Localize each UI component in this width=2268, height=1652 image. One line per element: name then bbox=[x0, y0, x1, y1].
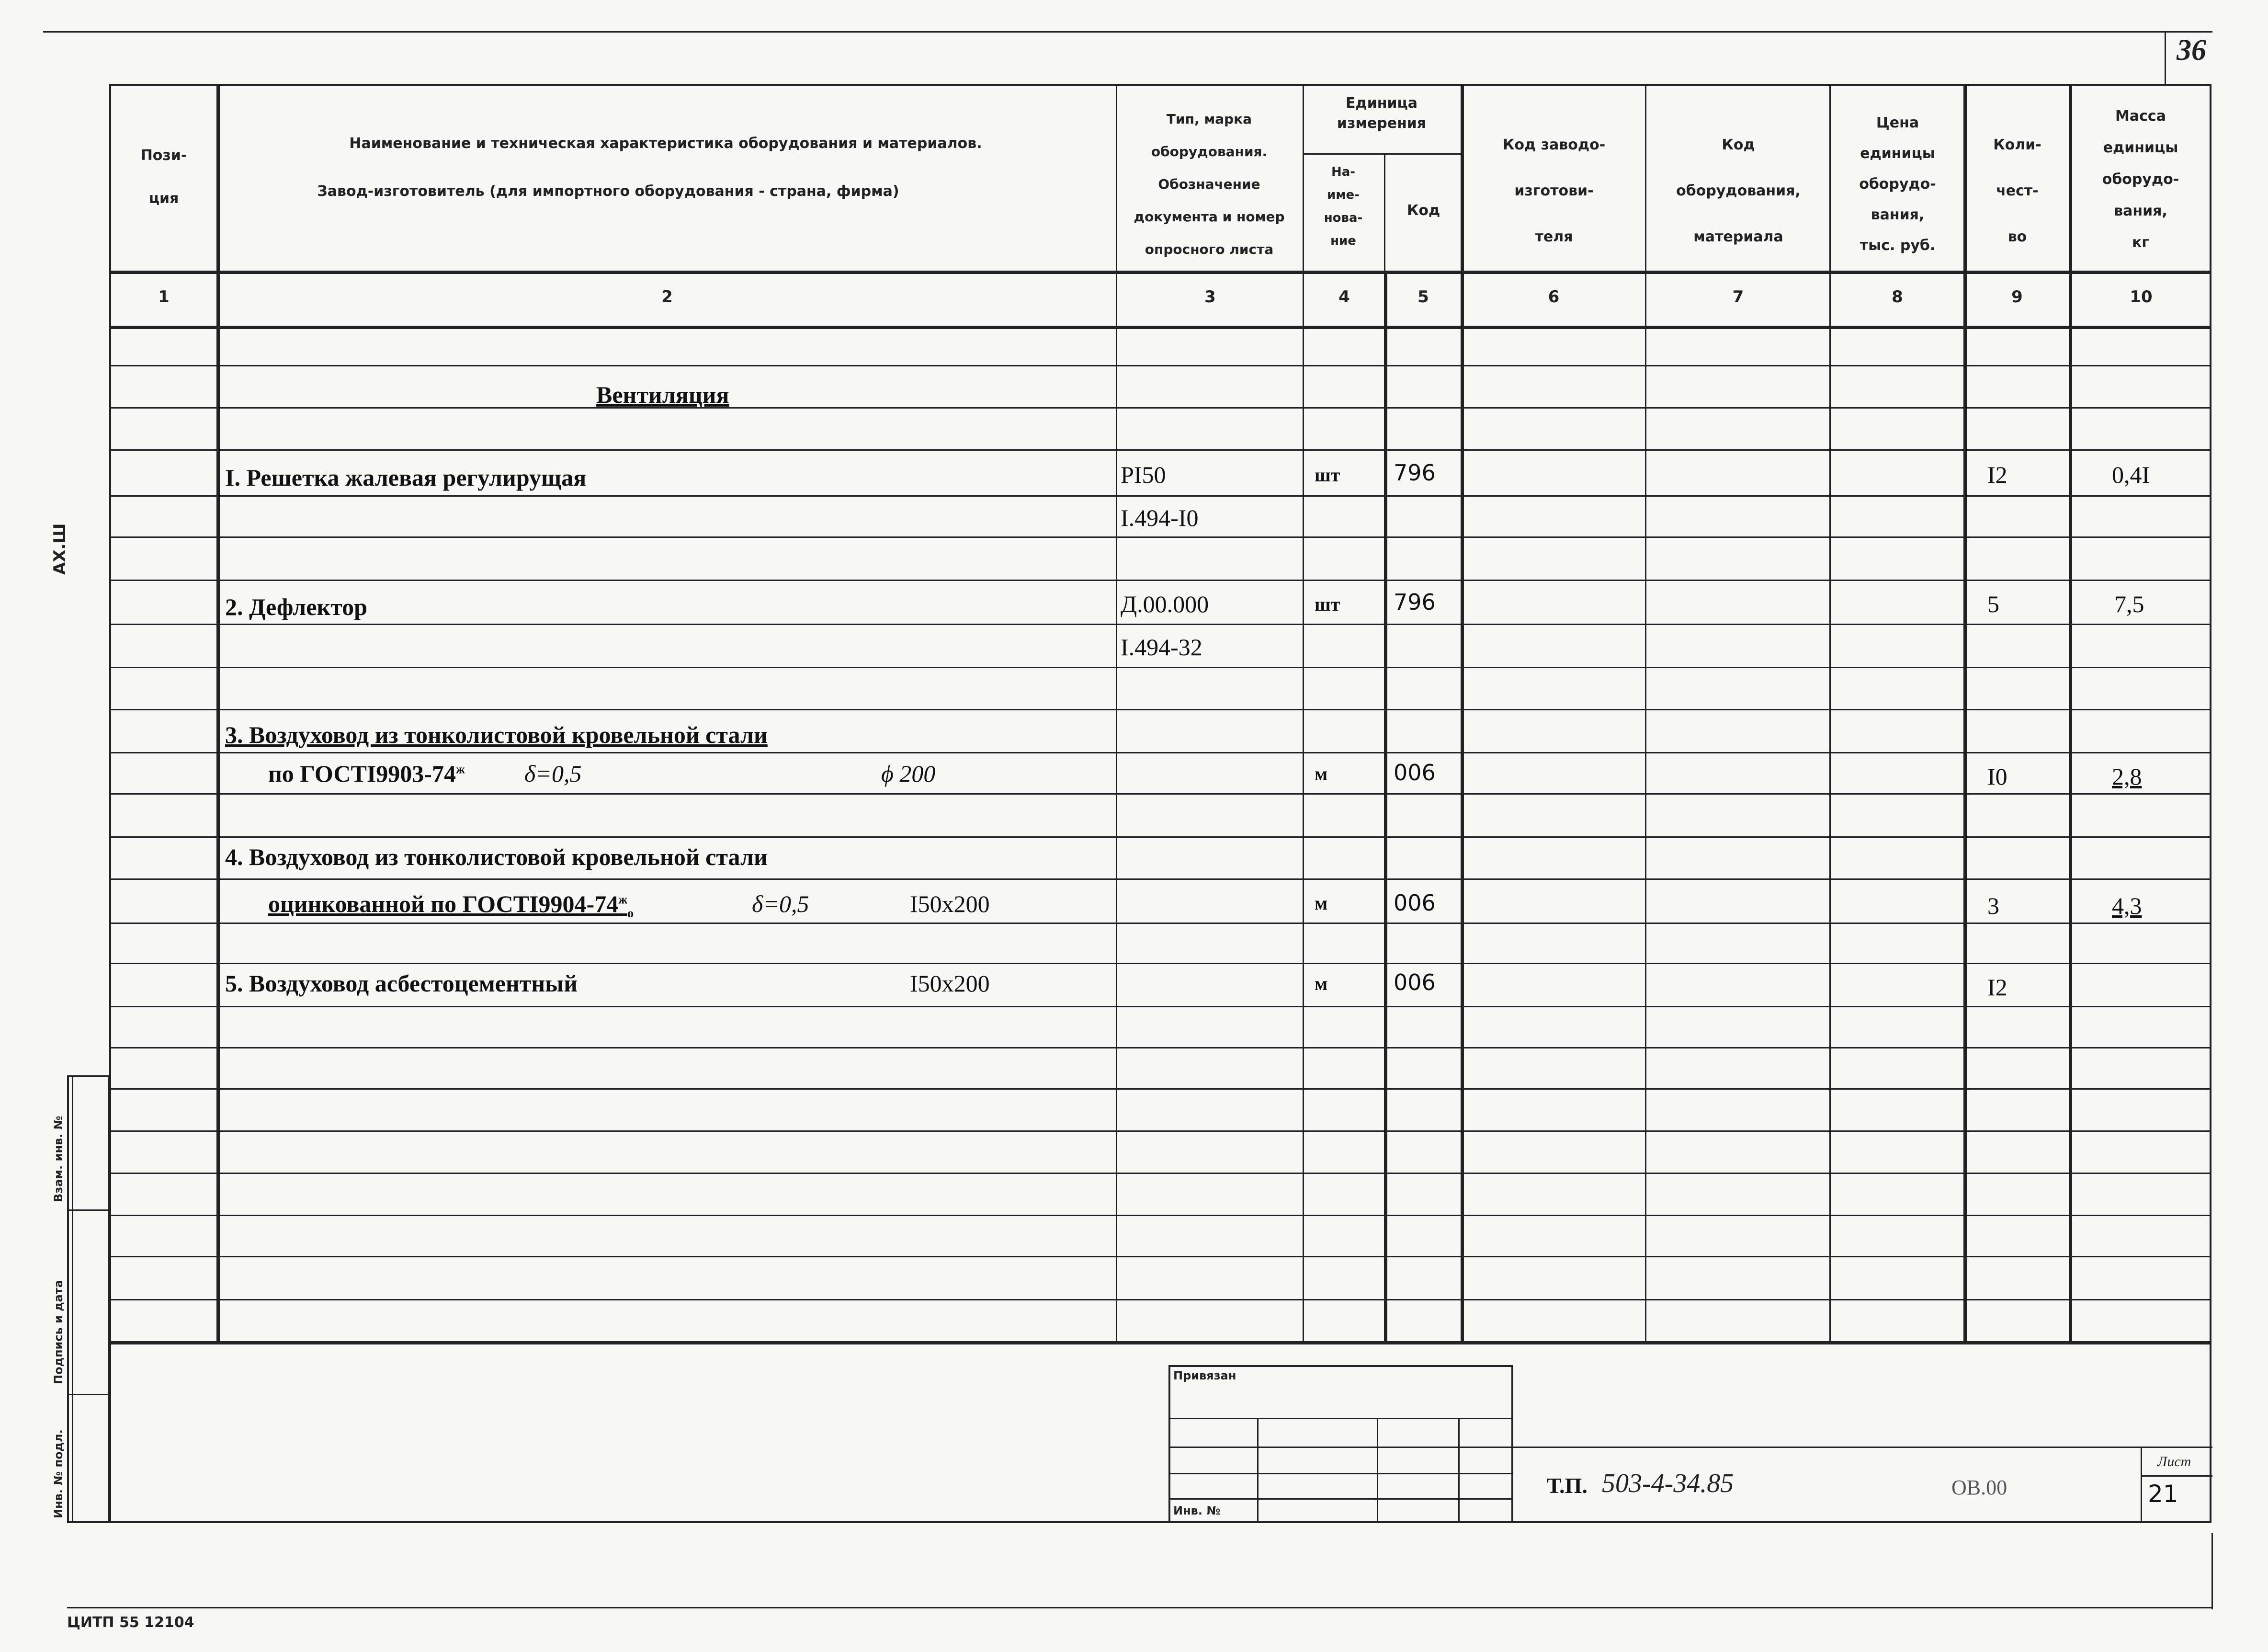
column-number: 10 bbox=[2130, 287, 2153, 307]
column-number: 7 bbox=[1732, 287, 1744, 307]
item-4-unit: м bbox=[1315, 892, 1328, 914]
item-3-name: 3. Воздуховод из тонколистовой кровельной стали bbox=[225, 721, 768, 748]
item-3-unit: м bbox=[1315, 763, 1328, 785]
column-number: 1 bbox=[158, 287, 170, 307]
column-number: 2 bbox=[661, 287, 673, 307]
item-2-mass: 7,5 bbox=[2114, 591, 2144, 617]
title-block bbox=[109, 1341, 2211, 1523]
item-3-code: 006 bbox=[1394, 760, 1436, 786]
column-number: 6 bbox=[1548, 287, 1560, 307]
sheet-number: 21 bbox=[2148, 1480, 2178, 1508]
section-code: ОВ.00 bbox=[1951, 1476, 2007, 1499]
item-4-qty: 3 bbox=[1987, 892, 1999, 919]
item-5-qty: I2 bbox=[1987, 974, 2007, 1001]
item-4-size: I50x200 bbox=[910, 890, 990, 917]
print-code: ЦИТП 55 12104 bbox=[67, 1614, 194, 1631]
item-3-diameter: ϕ 200 bbox=[881, 760, 936, 787]
side-mark: АХ.Ш bbox=[50, 523, 69, 575]
page-number: 36 bbox=[2177, 34, 2206, 67]
header-name-line2: Завод-изготовитель (для импортного оборудования - страна, фирма) bbox=[317, 183, 899, 200]
header-type: Тип, марка оборудования. Обозначение документа и номер опросного листа bbox=[1134, 111, 1285, 257]
header-mass: Масса единицы оборудо- вания, кг bbox=[2102, 108, 2179, 251]
item-3-name-line2: по $ГОСТI9903-74^ж$ bbox=[268, 760, 465, 787]
designation-prefix: Т.П. bbox=[1547, 1473, 1588, 1498]
item-4-mass: 4,3 bbox=[2112, 892, 2142, 919]
project-designation: 503-4-34.85 bbox=[1602, 1469, 1734, 1498]
item-3-thickness: δ=0,5 bbox=[524, 760, 582, 787]
item-5-size: I50x200 bbox=[910, 970, 990, 997]
header-equipment-code: Код оборудования, материала bbox=[1676, 137, 1801, 245]
item-3-qty: I0 bbox=[1987, 763, 2007, 790]
sheet-label: Лист bbox=[2157, 1454, 2191, 1470]
item-1-type: РI50 bbox=[1121, 461, 1166, 488]
column-number: 9 bbox=[2011, 287, 2023, 307]
item-4-name: 4. Воздуховод из тонколистовой кровельной стали bbox=[225, 843, 768, 870]
side-stamp-signature-date: Подпись и дата bbox=[52, 1280, 65, 1384]
item-5-name: 5. Воздуховод асбестоцементный bbox=[225, 970, 578, 997]
header-factory-code: Код заводо- изготови- теля bbox=[1502, 137, 1606, 245]
item-5-code: 006 bbox=[1394, 969, 1436, 995]
item-1-doc: I.494-I0 bbox=[1121, 504, 1199, 531]
header-quantity: Коли- чест- во bbox=[1993, 137, 2041, 245]
header-unit-code: Код bbox=[1406, 202, 1440, 219]
item-5-unit: м bbox=[1315, 973, 1328, 994]
item-4-thickness: δ=0,5 bbox=[752, 890, 809, 917]
column-number: 8 bbox=[1892, 287, 1903, 307]
header-position: Пози- ция bbox=[140, 147, 187, 207]
header-unit-name: На- име- нова- ние bbox=[1324, 165, 1363, 248]
inventory-number-label: Инв. № bbox=[1173, 1504, 1221, 1517]
item-2-unit: шт bbox=[1315, 593, 1340, 615]
section-title: Вентиляция bbox=[596, 381, 729, 408]
item-2-qty: 5 bbox=[1987, 591, 1999, 617]
item-1-name: I. Решетка жалевая регулирущая bbox=[225, 464, 587, 491]
side-stamp-replace-inv: Взам. инв. № bbox=[52, 1116, 65, 1202]
item-2-type: Д.00.000 bbox=[1121, 591, 1209, 617]
item-3-mass: 2,8 bbox=[2112, 763, 2142, 790]
item-1-code: 796 bbox=[1394, 460, 1436, 486]
item-2-name: 2. Дефлектор bbox=[225, 593, 367, 620]
item-2-doc: I.494-32 bbox=[1121, 634, 1202, 661]
header-price: Цена единицы оборудо- вания, тыс. руб. bbox=[1859, 114, 1936, 254]
item-1-qty: I2 bbox=[1987, 461, 2007, 488]
side-stamp-inv-original: Инв. № подл. bbox=[52, 1429, 65, 1518]
item-1-mass: 0,4I bbox=[2112, 461, 2150, 488]
column-number: 3 bbox=[1204, 287, 1216, 307]
side-stamp bbox=[67, 1075, 110, 1523]
item-4-code: 006 bbox=[1394, 890, 1436, 916]
header-unit-group: Единица измерения bbox=[1337, 95, 1427, 132]
item-2-code: 796 bbox=[1394, 589, 1436, 615]
attached-label: Привязан bbox=[1173, 1369, 1236, 1382]
header-name-line1: Наименование и техническая характеристика оборудования и материалов. bbox=[349, 135, 982, 152]
item-1-unit: шт bbox=[1315, 464, 1340, 486]
column-number: 5 bbox=[1418, 287, 1429, 307]
column-number: 4 bbox=[1338, 287, 1350, 307]
item-4-name-line2: оцинкованной по $ГОСТI9904-74^ж_о$ bbox=[268, 890, 634, 920]
